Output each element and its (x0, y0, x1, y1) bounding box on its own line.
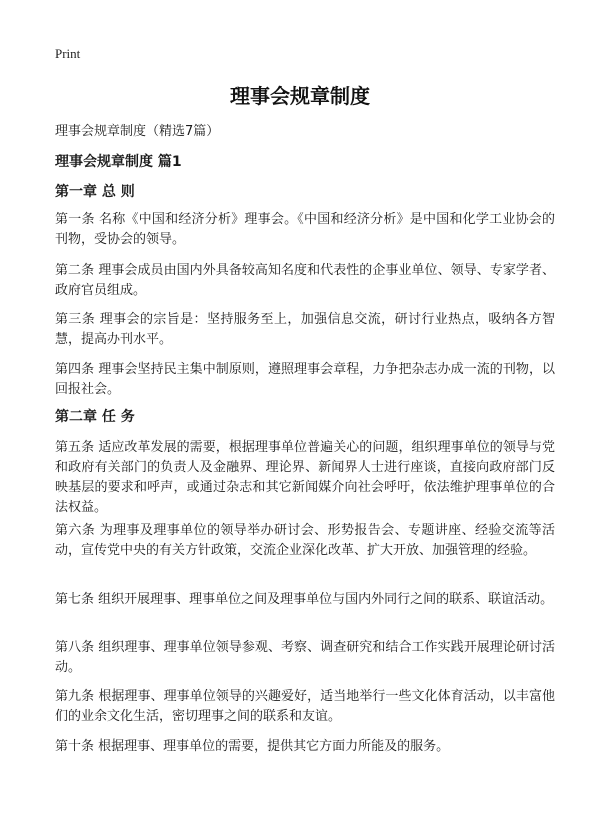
chapter-heading-2: 第二章 任 务 (55, 409, 135, 425)
print-link[interactable]: Print (55, 46, 81, 61)
article-9: 第九条 根据理事、理事单位领导的兴趣爱好，适当地举行一些文化体育活动，以丰富他们的业余文化生活，密切理事之间的联系和友谊。 (55, 689, 555, 724)
article-1: 第一条 名称《中国和经济分析》理事会。《中国和经济分析》是中国和化学工业协会的刊物，受协会的领导。 (55, 212, 555, 247)
article-2: 第二条 理事会成员由国内外具备较高知名度和代表性的企事业单位、领导、专家学者、政府官员组成。 (55, 263, 555, 298)
article-8: 第八条 组织理事、理事单位领导参观、考察、调查研究和结合工作实践开展理论研讨活动。 (55, 640, 555, 675)
article-10: 第十条 根据理事、理事单位的需要，提供其它方面力所能及的服务。 (55, 739, 450, 754)
article-4: 第四条 理事会坚持民主集中制原则，遵照理事会章程，力争把杂志办成一流的刊物，以回报社会。 (55, 362, 555, 397)
article-6: 第六条 为理事及理事单位的领导举办研讨会、形势报告会、专题讲座、经验交流等活动，宣传党中央的有关方针政策，交流企业深化改革、扩大开放、加强管理的经验。 (55, 523, 555, 558)
part-heading: 理事会规章制度 篇1 (55, 154, 182, 170)
article-3: 第三条 理事会的宗旨是：坚持服务至上，加强信息交流，研讨行业热点，吸纳各方智慧，提高办刊水平。 (55, 312, 555, 347)
article-5: 第五条 适应改革发展的需要，根据理事单位普遍关心的问题，组织理事单位的领导与党和政府有关部门的负责人及金融界、理论界、新闻界人士进行座谈，直接向政府部门反映基层的要求和呼声，或通过杂志和其它新闻媒介向社会呼吁，依法维护理事单位的合法权益。 (55, 440, 555, 515)
chapter-heading-1: 第一章 总 则 (55, 184, 135, 200)
document-subtitle: 理事会规章制度（精选7篇） (55, 124, 220, 139)
article-7: 第七条 组织开展理事、理事单位之间及理事单位与国内外同行之间的联系、联谊活动。 (55, 592, 554, 607)
page-title: 理事会规章制度 (230, 84, 370, 108)
